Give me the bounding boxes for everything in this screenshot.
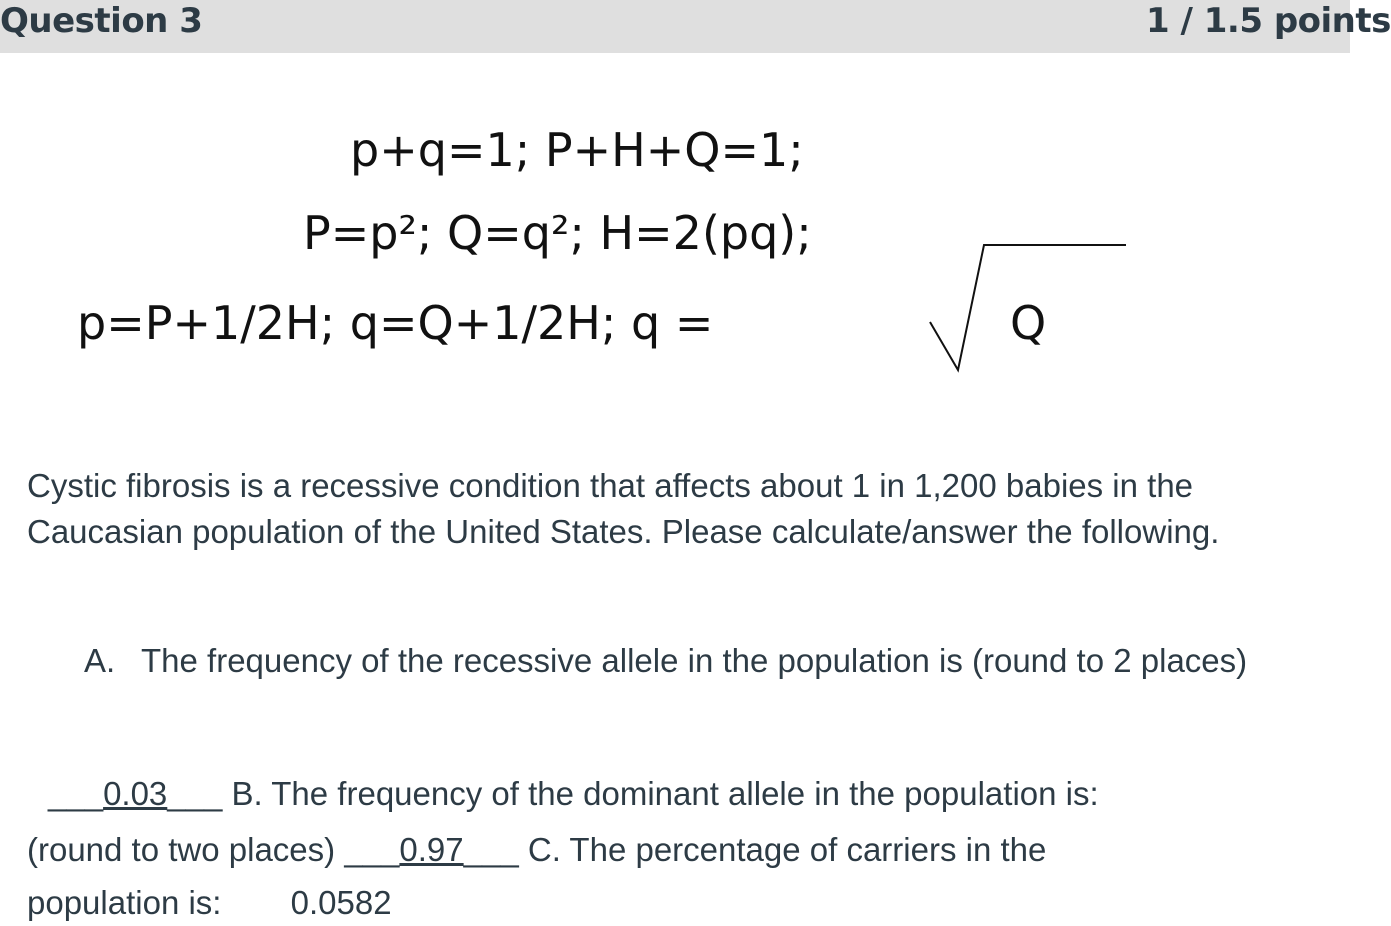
part-a-text: The frequency of the recessive allele in the population is (round to 2 places) [141,642,1248,679]
answer-b-field[interactable]: 0.97 [399,831,464,868]
question-stem: Cystic fibrosis is a recessive condition that affects about 1 in 1,200 babies in the Caucasian population of the United States. Please calculate/answer the following. [27,467,1220,550]
question-header [0,0,1391,53]
answer-c-field[interactable]: 0.0582 [290,884,392,921]
answer-row-2 [27,827,1046,873]
part-a-letter: A. [84,642,116,679]
square-root-argument: Q [1010,296,1047,350]
part-b-text: B. The frequency of the dominant allele in the population is: [222,775,1099,812]
blank-suffix: ___ [463,831,519,868]
question-points: 1 / 1.5 points [1146,1,1391,41]
answer-row-3 [27,880,392,926]
blank-prefix: ___ [48,775,104,812]
part-c-text: C. The percentage of carriers in the [518,831,1047,868]
formula-line-3 [77,296,714,350]
part-b-continuation: (round to two places) [27,831,345,868]
answer-row-1 [48,771,1099,817]
formula-line-1: p+q=1; P+H+Q=1; [350,123,804,177]
formula-line-3-text: p=P+1/2H; q=Q+1/2H; q = [77,296,714,350]
formula-line-2: P=p²; Q=q²; H=2(pq); [303,206,812,260]
answer-a-field[interactable]: 0.03 [103,775,168,812]
blank-prefix: ___ [344,831,400,868]
blank-suffix: ___ [167,775,223,812]
part-c-continuation: population is: [27,884,231,921]
question-title: Question 3 [0,1,203,41]
